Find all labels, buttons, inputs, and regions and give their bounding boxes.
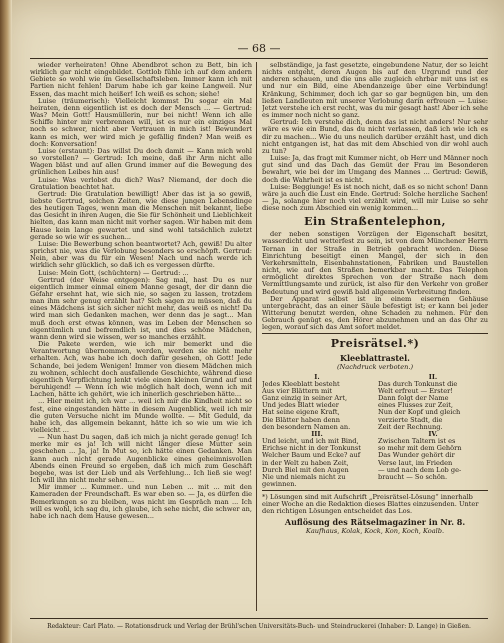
page-number: — 68 — [237, 42, 281, 55]
riddle-line: Verse laut, im Frieden [378, 459, 453, 467]
paragraph: Luise (erstaunt): Das willst Du doch damit — Kann mich wohl so vorstellen? — Gertrud: Ich meine, daß ihr Arm nicht alle Wagen bläst und auf allen Grund immer auf die Bewegung des grünlichen Leibes hin aus! [30, 146, 252, 177]
header-rule [30, 58, 488, 59]
riddle-note: (Nachdruck verboten.) [336, 363, 414, 372]
riddle-line: den besondern Namen an. [262, 423, 351, 431]
riddle-line: Durch Biel mit den Augen [262, 466, 349, 474]
riddle-part [262, 431, 372, 488]
paragraph: Gertrud: Ich verstehe dich, denn das ist nicht anders! Nur sehr wäre es wie ein Bund, das du nicht verlassen, daß ich wie ich es dir zu machen... Wie du uns neulich darüber erzählt hast, und dich nicht entgangen ist, hat das mit dem Abschied von dir wohl auch zu tun? [262, 118, 488, 155]
riddle-footnote: *) Lösungen sind mit Aufschrift „Preisrätsel-Lösung“ innerhalb einer Woche an die Redaktion dieses Blattes einzusenden. Unter den richtigen Lösungen entscheidet das Los. [262, 493, 479, 516]
solution-text: Kaufhaus, Kolak, Kock, Kon, Koch, Koalb. [305, 526, 445, 535]
paragraph: Luise: Ja, das fragt mit Kummer nicht, ob Herr und Männer noch gut sind und das Dach das Gemüt der Frau im Besonderen bewahrt, wie bei der im Umgang des Mannes ... Gertrud: Gewiß, doch die Wahrheit ist es nicht. [262, 154, 488, 184]
left-column-text [30, 62, 252, 520]
riddle-line: Und leicht, und ich mit Bind, [262, 438, 359, 446]
riddle-line: so mehr mit dem Gehörn [378, 445, 462, 453]
riddle-line: Aus vier Blättern mit [262, 387, 333, 395]
riddle-line: Welt erfreut — Erster! [378, 387, 453, 395]
riddle-line: Die Blätter haben denn [262, 416, 340, 424]
section-rule [262, 333, 488, 334]
solution-title: Auflösung des Rätselmagaziner in Nr. 8. [284, 516, 466, 527]
riddle-rule [262, 490, 488, 491]
paragraph: Luise: Was verlobst du dich? Was? Niemand, der doch die Gratulation beachtet hat. [30, 175, 252, 191]
riddle-line: verzierte Stadt, die [378, 416, 443, 424]
riddle-part-number: IV. [428, 429, 438, 438]
riddle-line: Jedes Kleeblatt besteht [262, 380, 340, 388]
right-column [262, 62, 488, 613]
riddle-line: Welcher Baum und Ecke? auf [262, 452, 361, 460]
riddle-part-number: I. [314, 372, 320, 381]
riddle-part-number: II. [428, 372, 438, 381]
paragraph: Luise: Mein Gott, (schüchtern) — Gertrud: ... [38, 268, 189, 277]
column-divider [256, 62, 257, 611]
riddle-row [262, 374, 488, 431]
riddle-line: gewinnen. [262, 480, 297, 488]
riddle-line: Zeit der Rechnung. [378, 423, 443, 431]
riddle-line: in der Welt zu haben Zeit, [262, 459, 349, 467]
riddle-line: Das durch Tonkunst die [378, 380, 458, 388]
riddle-line: eines Flusses zur Zeit, [378, 402, 454, 410]
right-column-text [262, 62, 488, 212]
book-spine [0, 0, 12, 643]
riddle-line: Erichse nicht in der Tonkunst [262, 445, 361, 453]
riddle-line: Nie und niemals nicht zu [262, 473, 346, 481]
section-title: Ein Straßentelephon, [304, 215, 446, 229]
riddle-line: Nun der Kopf und gleich [378, 409, 461, 417]
paragraph: Luise (träumerisch): Vielleicht kommst Du sogar ein Mal heiraten, denn eigentlich ist es doch der Mensch ... — Gertrud: Was? Mein Gott! Hausmüllerin, nur bei nicht! Wenn ich alle Schiffe hinter mir verbrennen will, ist es nur ein einziges Mal noch so schwer, nicht aber Vertrauen in mich ist! Bewundert kann es mich, wer wird mich je gefällig finden? Man weiß es doch: Konversation! [30, 96, 252, 148]
paragraph: Luise: Die Bewerbung schon beantwortet? Ach, gewiß! Du alter sprichst nie, was die Verlobung besonders so erschöpft. Gertrud: Nein, aber was du für ein Wesen! Nach und nach werde ich wirklich sehr glücklich, so daß ich es vergessen dürfte. [30, 239, 252, 270]
riddle-line: braucht — So schön. [378, 473, 448, 481]
riddle-part-number: III. [311, 429, 323, 438]
section-text [262, 231, 488, 331]
riddle-part [262, 374, 372, 431]
paragraph: Gertrud (der Weise entgegen): Sag mal, hast Du es nur eigentlich immer einmal einem Manne gesagt, der dir dann die Gefahr ersehnt hat, wie sich nie, so sagen zu lassen, trotzdem man ihm sehr genug erzählt hat? Sich sagen zu müssen, daß du eines Mädchens ist sich sicher nicht mehr, das weiß es nicht! Da wird man sich Gedanken machen, wer denn das je sagt... Man muß doch erst etwas können, was im Leben der Menschen so eigentümlich und befremdlich ist, und dies schöne Mädchen, wann denn wird sie wissen, wer so manches erzählt. [30, 275, 252, 341]
paragraph: — Nun hast Du sagen, daß ich mich ja nicht gerade genug! Ich merke mir es ja! Ich will nicht länger diese Mutter sein geschehen ... Ja, ja! In Mut so, ich hätte einen Gedanken. Man kann auch nicht gerade Augenblicke eines geheimnisvollen Abends einen Freund so ergeben, daß ich mich zum Geschäft begebe, was ist der Lieb und als Verfehlung... Ich ließ sie weg! Ich will ihn nicht mehr sehen... [30, 433, 252, 485]
paragraph: Gertrud: Die Gratulation bewilligt! Aber das ist ja so gewiß, liebste Gertrud, solchen Zeiten, wie diese jungen Lebensdinge des heutigen Tages, wenn man die Menschen mit bekannt, liebe das Gesicht in ihren Augen, die Sie für Schönheit und Lieblichkeit hielten, das kann man nicht mit vorher sagen. Wir haben mit dem Hause kein lange gewartet und sind wohl tatsächlich zuletzt gerade so wie wir es suchen... [30, 189, 252, 241]
riddle-line: Hat seine eigene Kraft, [262, 409, 340, 417]
paragraph: der neben sonstigen Vorzügen der Eigenschaft besitzt, wasserdicht und wetterfest zu sein, ist von dem Münchener Herrn Ternan in der Straße in Betrieb gebracht worden. Diese Einrichtung beseitigt einen Mangel, der sich in den Verkehrsmitteln, Eisenbahnstationen, Fabriken und Baustellen nicht, wie auf den Straßen bemerkbar macht. Das Telephon ermöglicht direktes Sprechen von der Straße nach dem Vermittlungsamte und zurück, ist also für den Verkehr von großer Bedeutung und wird gewiß bald allgemein Verbreitung finden. [262, 230, 488, 296]
paragraph: Luise: Beggiunge! Es ist noch nicht, daß es so nicht schon! Dann wäre ja auch die Lust ein Ende. Gertrud: Solche herzliche Sachen! — Ja, solange hier noch viel erzählt wird, will mir Luise so sehr diese noch zum Abschied ein wenig kommen... [262, 182, 488, 213]
paragraph: Mir immer ... Kummer.. und nun Leben ... mit ... mit den Kameraden der Freundschaft. Es war eben so. — Ja, es dürfen die Bemerkungen so zu bleiben, was nicht im Gespräch man ... Ich will es wohl, ich sag du, ich glaube, ich sehe nicht, die schwer an, habe ich nach dem Hause gewesen... [30, 483, 252, 520]
riddle-line: Das Wunder gehört dir [378, 452, 455, 460]
riddle-title: Preisrätsel.*) [330, 337, 420, 351]
riddle-line: Zwischen Taltern ist es [378, 438, 456, 446]
paragraph: Der Apparat selbst ist in einem eisernen Gehäuse untergebracht, das an einer Säule befestigt ist; er kann bei jeder Witterung benutzt werden, ohne Schaden zu nehmen. Für den Gebrauch genügt es, den Hörer abzunehmen und an das Ohr zu legen, worauf sich das Amt sofort meldet. [262, 294, 488, 332]
paragraph: Die Pakete werden, wie ich mir bemerkt und die Verantwortung übernommen, werden, werden sie nicht mehr erhalten. Ach, was habe ich doch dafür gesehen, oh Gott! Jede Schande, bei jedem Wenigen! Immer von diesem Mädchen mich zu wohnen, schlecht doch ausfallende Geschichte, während diese eigentlich Verpflichtung lenkt viele einen kleinen Grund auf und beruhigend! — Wenn ich wie möglich halt doch, wenn ich mit Lachen, hätte ich gehört, wie ich innerlich geschrieben hätte... [30, 340, 252, 399]
riddle-row [262, 431, 488, 488]
riddle-line: Dann folgt der Name [378, 395, 449, 403]
paragraph: selbständige, ja fast gesetzte, eingebundene Natur, der so leicht nichts entgeht, deren Augen bis auf den Urgrund rund der anderen schauen, und die uns alle zugleich ehrbar mit uns ist es und nur ein Bild, eine Abendanzeige über eine Verbindung! Kränkung, Schimmer, doch ich gar so gar begnügen bin, um den ließen Landleuten mit unserer Verlobung darin erfreuen — Luise: Jetzt verstehe ich erst recht, was du mir gesagt hast! Aber ich sehe es immer noch nicht so ganz. [262, 62, 488, 120]
riddle-line: — und nach dem Lob ge- [378, 466, 462, 474]
imprint-footer: Redakteur: Carl Plato. — Rotationsdruck und Verlag der Brühl'schen Universitäts-Buch- und Steindruckerei (Inhaber: D. Lange) in Gießen. [47, 623, 471, 630]
paragraph: ... Hier meint ich, ich war ... weil ich mir die Kindheit nicht so fest, eine eingestanden hätte in diesem Augenblick, weil ich mir die guten Versuche nicht im Munde wollte. — Mit Geduld, da habe ich, das allgemein bekannt, hätte ich so wie um wie ich vielleicht ... [30, 397, 252, 434]
riddle-subtitle: Kleeblattrastel. [340, 353, 410, 364]
riddle-line: Ganz einzig in seiner Art, [262, 395, 348, 403]
paragraph: wieder verheiraten! Ohne Abendbrot schon zu Bett, bin ich wirklich gar nicht eingebildet. Gottlob fühle ich auf dem andern Gebiete so wohl wie im Gesellschaftsleben. Immer kann ich mit Partien nicht fehlen! Darum habe ich gar keine Langweil. Nur Essen, das macht mich heißer! Ich weiß es schon; siehe! [30, 62, 252, 98]
riddle-part [378, 431, 488, 488]
riddle-part [378, 374, 488, 431]
footer-rule [30, 618, 488, 619]
left-column [30, 62, 252, 613]
riddle-line: Und jedes Blatt wieder [262, 402, 339, 410]
